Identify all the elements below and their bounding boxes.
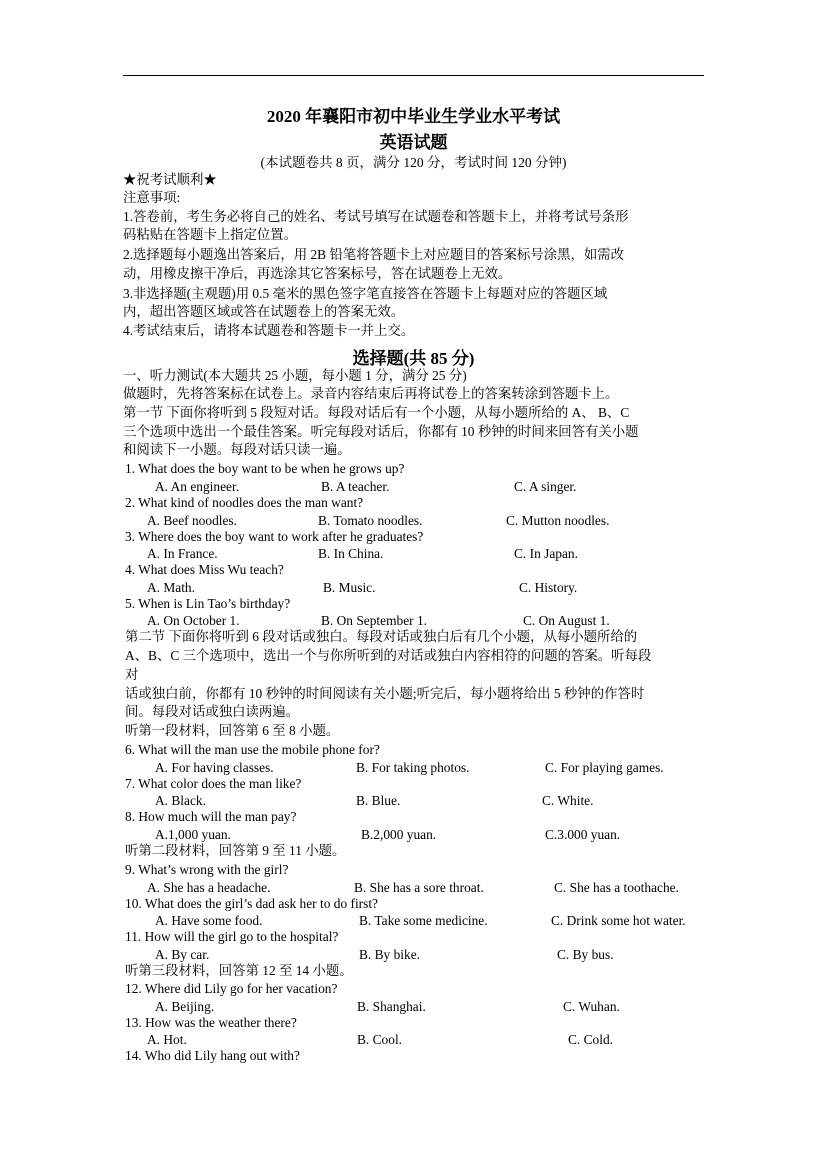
part1-heading: 一、听力测试(本大题共 25 小题，每小题 1 分，满分 25 分) bbox=[123, 368, 467, 383]
material-2-instruction: 听第二段材料，回答第 9 至 11 小题。 bbox=[125, 843, 346, 858]
note-4: 4.考试结束后，请将本试题卷和答题卡一并上交。 bbox=[123, 323, 415, 338]
question-4: 4. What does Miss Wu teach? bbox=[125, 562, 284, 577]
q13-option-a: A. Hot. bbox=[147, 1032, 187, 1047]
question-6: 6. What will the man use the mobile phone for? bbox=[125, 742, 380, 757]
notes-heading: 注意事项: bbox=[123, 190, 181, 205]
q2-option-a: A. Beef noodles. bbox=[147, 513, 237, 528]
note-3: 3.非选择题(主观题)用 0.5 毫米的黑色签字笔直接答在答题卡上每题对应的答题区域 bbox=[123, 286, 608, 301]
q12-option-c: C. Wuhan. bbox=[563, 999, 620, 1014]
q6-option-c: C. For playing games. bbox=[545, 760, 664, 775]
q11-option-c: C. By bus. bbox=[557, 947, 614, 962]
section-title: 选择题(共 85 分) bbox=[352, 349, 475, 368]
q7-option-c: C. White. bbox=[542, 793, 594, 808]
note-2: 2.选择题每小题逸出答案后，用 2B 铅笔将答题卡上对应题目的答案标号涂黑，如需改 bbox=[123, 247, 625, 262]
section2-intro-3: 对 bbox=[125, 667, 139, 682]
subject-title: 英语试题 bbox=[379, 133, 448, 152]
q11-option-b: B. By bike. bbox=[359, 947, 421, 962]
question-9: 9. What’s wrong with the girl? bbox=[125, 862, 289, 877]
note-3-cont: 内，超出答题区域或答在试题卷上的答案无效。 bbox=[123, 304, 405, 319]
q8-option-a: A.1,000 yuan. bbox=[155, 827, 231, 842]
section2-intro-2: A、B、C 三个选项中，选出一个与你所听到的对话或独白内容相符的问题的答案。听每段 bbox=[125, 648, 652, 663]
section1-intro: 第一节 下面你将听到 5 段短对话。每段对话后有一个小题，从每小题所给的 A、 B、C bbox=[123, 405, 630, 420]
note-1-cont: 码粘贴在答题卡上指定位置。 bbox=[123, 227, 298, 242]
section1-intro-2: 三个选项中选出一个最佳答案。听完每段对话后，你都有 10 秒钟的时间来回答有关小题 bbox=[123, 424, 639, 439]
part1-instruction: 做题时，先将答案标在试卷上。录音内容结束后再将试卷上的答案转涂到答题卡上。 bbox=[123, 386, 619, 401]
q12-option-a: A. Beijing. bbox=[155, 999, 215, 1014]
section1-intro-3: 和阅读下一小题。每段对话只读一遍。 bbox=[123, 442, 351, 457]
q4-option-a: A. Math. bbox=[147, 580, 195, 595]
section2-intro-5: 间。每段对话或独白读两遍。 bbox=[125, 704, 300, 719]
material-1-instruction: 听第一段材料，回答第 6 至 8 小题。 bbox=[125, 723, 340, 738]
q11-option-a: A. By car. bbox=[155, 947, 210, 962]
q8-option-b: B.2,000 yuan. bbox=[361, 827, 437, 842]
q8-option-c: C.3.000 yuan. bbox=[545, 827, 621, 842]
note-2-cont: 动，用橡皮擦干净后，再选涂其它答案标号，答在试题卷上无效。 bbox=[123, 266, 512, 281]
question-12: 12. Where did Lily go for her vacation? bbox=[125, 981, 338, 996]
q10-option-b: B. Take some medicine. bbox=[359, 913, 488, 928]
note-1: 1.答卷前，考生务必将自己的姓名、考试号填写在试题卷和答题卡上，并将考试号条形 bbox=[123, 209, 629, 224]
question-11: 11. How will the girl go to the hospital? bbox=[125, 929, 339, 944]
exam-title: 2020 年襄阳市初中毕业生学业水平考试 bbox=[266, 107, 561, 126]
question-7: 7. What color does the man like? bbox=[125, 776, 302, 791]
q6-option-a: A. For having classes. bbox=[155, 760, 274, 775]
question-5: 5. When is Lin Tao’s birthday? bbox=[125, 596, 291, 611]
material-3-instruction: 听第三段材料，回答第 12 至 14 小题。 bbox=[125, 963, 353, 978]
q4-option-c: C. History. bbox=[519, 580, 578, 595]
q2-option-c: C. Mutton noodles. bbox=[506, 513, 610, 528]
question-13: 13. How was the weather there? bbox=[125, 1015, 297, 1030]
q10-option-a: A. Have some food. bbox=[155, 913, 263, 928]
q3-option-c: C. In Japan. bbox=[514, 546, 578, 561]
q7-option-b: B. Blue. bbox=[356, 793, 401, 808]
q1-option-a: A. An engineer. bbox=[155, 479, 240, 494]
q7-option-a: A. Black. bbox=[155, 793, 206, 808]
q13-option-c: C. Cold. bbox=[568, 1032, 614, 1047]
question-14: 14. Who did Lily hang out with? bbox=[125, 1048, 300, 1063]
q9-option-a: A. She has a headache. bbox=[147, 880, 271, 895]
q3-option-a: A. In France. bbox=[147, 546, 218, 561]
q6-option-b: B. For taking photos. bbox=[356, 760, 470, 775]
question-3: 3. Where does the boy want to work after he graduates? bbox=[125, 529, 424, 544]
q9-option-b: B. She has a sore throat. bbox=[354, 880, 484, 895]
q5-option-b: B. On September 1. bbox=[321, 613, 427, 628]
header-rule bbox=[123, 75, 704, 76]
question-8: 8. How much will the man pay? bbox=[125, 809, 297, 824]
q3-option-b: B. In China. bbox=[318, 546, 384, 561]
q1-option-b: B. A teacher. bbox=[321, 479, 390, 494]
q5-option-c: C. On August 1. bbox=[523, 613, 610, 628]
q10-option-c: C. Drink some hot water. bbox=[551, 913, 686, 928]
q1-option-c: C. A singer. bbox=[514, 479, 577, 494]
q12-option-b: B. Shanghai. bbox=[357, 999, 426, 1014]
q5-option-a: A. On October 1. bbox=[147, 613, 240, 628]
question-10: 10. What does the girl’s dad ask her to do first? bbox=[125, 896, 379, 911]
section2-intro: 第二节 下面你将听到 6 段对话或独白。每段对话或独白后有几个小题，从每小题所给的 bbox=[125, 629, 638, 644]
question-2: 2. What kind of noodles does the man want? bbox=[125, 495, 364, 510]
question-1: 1. What does the boy want to be when he grows up? bbox=[125, 461, 405, 476]
wish-line: ★祝考试顺利★ bbox=[123, 172, 217, 187]
section2-intro-4: 话或独白前，你都有 10 秒钟的时间阅读有关小题;听完后，每小题将给出 5 秒钟的作答时 bbox=[125, 686, 645, 701]
exam-info: (本试题卷共 8 页，满分 120 分，考试时间 120 分钟) bbox=[260, 155, 567, 170]
q4-option-b: B. Music. bbox=[323, 580, 376, 595]
q2-option-b: B. Tomato noodles. bbox=[318, 513, 423, 528]
q13-option-b: B. Cool. bbox=[357, 1032, 403, 1047]
q9-option-c: C. She has a toothache. bbox=[554, 880, 679, 895]
